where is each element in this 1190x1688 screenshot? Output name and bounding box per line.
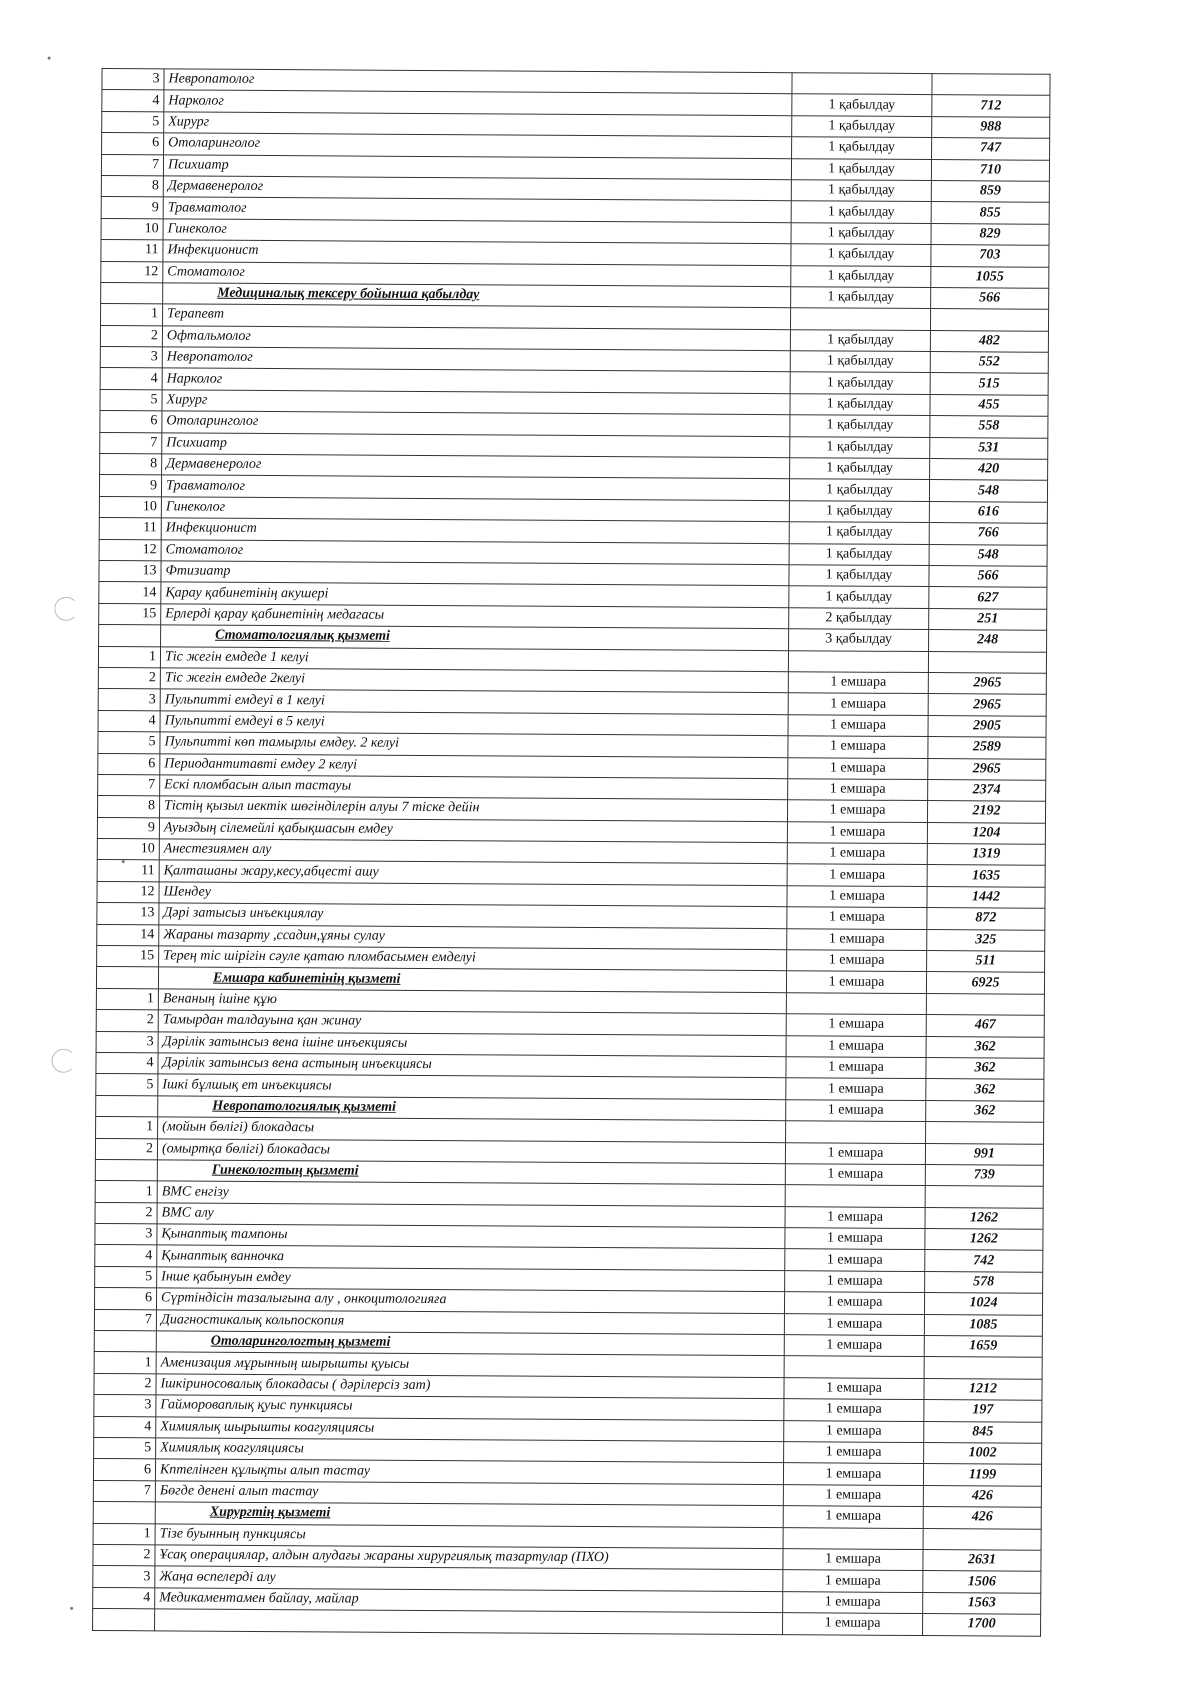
- unit-of-service: [790, 308, 930, 330]
- service-name: Аменизация мұрынның шырышты қуысы: [156, 1352, 784, 1377]
- row-number: 2: [93, 1544, 155, 1566]
- row-number: 2: [100, 325, 162, 347]
- row-number: 3: [102, 68, 164, 90]
- row-number: 6: [102, 133, 164, 155]
- unit-of-service: 1 емшара: [784, 1442, 924, 1464]
- unit-of-service: 1 қабылдау: [789, 522, 929, 544]
- service-name: Ішкі бұлшық ет инъекциясы: [158, 1074, 786, 1099]
- price-value: 988: [932, 116, 1050, 138]
- unit-of-service: 1 қабылдау: [789, 479, 929, 501]
- row-number: 4: [94, 1416, 156, 1438]
- service-name: Пульпитті көп тамырлы емдеу. 2 келуі: [160, 732, 788, 757]
- row-number: [96, 1095, 158, 1117]
- service-name: Нарколог: [162, 368, 790, 393]
- service-name: Сүртіндісін тазалығына алу , онкоцитологияға: [156, 1288, 784, 1313]
- service-name: Тіс жегін емдеде 2келуі: [160, 668, 788, 693]
- row-number: 8: [101, 175, 163, 197]
- price-value: 1085: [924, 1314, 1042, 1336]
- price-value: 703: [931, 245, 1049, 267]
- service-name: Медикаментамен байлау, майлар: [155, 1588, 783, 1613]
- price-value: 552: [930, 352, 1048, 374]
- price-value: 991: [925, 1143, 1043, 1165]
- unit-of-service: 1 емшара: [788, 757, 928, 779]
- price-value: 766: [929, 523, 1047, 545]
- row-number: 3: [93, 1566, 155, 1588]
- row-number: 7: [98, 774, 160, 796]
- service-name: Ішкіриносовалық блокадасы ( дәрілерсіз зат): [156, 1374, 784, 1399]
- row-number: 6: [100, 411, 162, 433]
- price-value: 1659: [924, 1336, 1042, 1358]
- price-value: [930, 309, 1048, 331]
- row-number: 11: [97, 860, 159, 882]
- unit-of-service: 1 емшара: [785, 1206, 925, 1228]
- price-value: 1212: [924, 1378, 1042, 1400]
- row-number: 11: [99, 518, 161, 540]
- service-name: Інше қабынуын емдеу: [157, 1267, 785, 1292]
- service-name: Травматолог: [163, 197, 791, 222]
- scan-speck: [48, 57, 51, 60]
- price-value: 548: [929, 544, 1047, 566]
- unit-of-service: 1 емшара: [787, 950, 927, 972]
- price-value: 2965: [928, 672, 1046, 694]
- price-value: [926, 1122, 1044, 1144]
- price-value: 616: [929, 501, 1047, 523]
- unit-of-service: [788, 650, 928, 672]
- price-value: [925, 1186, 1043, 1208]
- price-value: 1024: [924, 1293, 1042, 1315]
- price-value: 197: [924, 1400, 1042, 1422]
- unit-of-service: 1 емшара: [785, 1164, 925, 1186]
- row-number: 12: [99, 539, 161, 561]
- service-name: Фтизиатр: [161, 561, 789, 586]
- table-row: [93, 1609, 1041, 1636]
- unit-of-service: 1 емшара: [784, 1420, 924, 1442]
- price-value: [926, 993, 1044, 1015]
- service-name: Травматолог: [161, 475, 789, 500]
- unit-of-service: 1 емшара: [788, 672, 928, 694]
- row-number: [93, 1502, 155, 1524]
- unit-of-service: 1 емшара: [786, 1057, 926, 1079]
- price-value: 251: [929, 608, 1047, 630]
- unit-of-service: [785, 1185, 925, 1207]
- service-name: Нарколог: [164, 90, 792, 115]
- service-name: (омыртқа бөлігі) блокадасы: [157, 1138, 785, 1163]
- row-number: 3: [94, 1395, 156, 1417]
- price-value: 1700: [923, 1614, 1041, 1636]
- price-value: 1055: [931, 266, 1049, 288]
- row-number: 13: [97, 903, 159, 925]
- unit-of-service: 1 емшара: [783, 1570, 923, 1592]
- unit-of-service: [784, 1356, 924, 1378]
- price-value: 1442: [927, 886, 1045, 908]
- service-name: Дәрі затысыз инъекциялау: [159, 903, 787, 928]
- price-value: 362: [926, 1036, 1044, 1058]
- service-name: Ескі пломбасын алып тастауы: [160, 775, 788, 800]
- price-value: 362: [926, 1058, 1044, 1080]
- row-number: 5: [102, 111, 164, 133]
- price-value: [923, 1528, 1041, 1550]
- service-name: Гинеколог: [161, 497, 789, 522]
- unit-of-service: 1 емшара: [785, 1271, 925, 1293]
- unit-of-service: 1 емшара: [787, 864, 927, 886]
- service-name: Дәрілік затынсыз вена астының инъекциясы: [158, 1053, 786, 1078]
- row-number: [99, 625, 161, 647]
- row-number: 13: [99, 560, 161, 582]
- service-name: Невропатологиялық қызметі: [158, 1096, 786, 1121]
- service-name: Ерлерді қарау қабинетінің медагасы: [161, 604, 789, 629]
- unit-of-service: [783, 1527, 923, 1549]
- price-value: 1262: [925, 1229, 1043, 1251]
- row-number: 2: [96, 1010, 158, 1032]
- service-name: Терапевт: [163, 304, 791, 329]
- row-number: 3: [100, 347, 162, 369]
- price-value: 566: [931, 287, 1049, 309]
- price-value: 248: [929, 630, 1047, 652]
- service-name: [155, 1609, 783, 1634]
- price-list-table: [92, 68, 1051, 1636]
- row-number: [101, 282, 163, 304]
- unit-of-service: 1 емшара: [785, 1142, 925, 1164]
- unit-of-service: 1 қабылдау: [792, 94, 932, 116]
- price-value: 2965: [928, 694, 1046, 716]
- price-value: 1319: [927, 844, 1045, 866]
- service-name: Отоларинголог: [164, 133, 792, 158]
- service-name: Ұсақ операциялар, алдын алудағы жараны хирургиялық тазартулар (ПХО): [155, 1545, 783, 1570]
- service-name: Емшара кабинетінің қызметі: [158, 967, 786, 992]
- row-number: 15: [97, 945, 159, 967]
- row-number: 5: [100, 389, 162, 411]
- row-number: 1: [96, 1117, 158, 1139]
- service-name: ВМС енгізу: [157, 1181, 785, 1206]
- unit-of-service: 2 қабылдау: [789, 607, 929, 629]
- service-name: Тізе буынның пункциясы: [155, 1523, 783, 1548]
- unit-of-service: [786, 1121, 926, 1143]
- service-name: Пульпитті емдеуі в 1 келуі: [160, 689, 788, 714]
- price-value: 872: [927, 908, 1045, 930]
- row-number: 9: [99, 475, 161, 497]
- price-value: 742: [925, 1250, 1043, 1272]
- unit-of-service: 1 қабылдау: [791, 244, 931, 266]
- service-name: Тіс жегін емдеде 1 келуі: [160, 646, 788, 671]
- unit-of-service: 1 қабылдау: [790, 351, 930, 373]
- service-name: Тамырдан талдауына қан жинау: [158, 1010, 786, 1035]
- unit-of-service: 1 қабылдау: [791, 180, 931, 202]
- price-value: 747: [932, 138, 1050, 160]
- unit-of-service: 1 емшара: [788, 736, 928, 758]
- row-number: 7: [101, 154, 163, 176]
- price-value: 325: [927, 929, 1045, 951]
- row-number: 1: [93, 1523, 155, 1545]
- unit-of-service: 1 емшара: [784, 1292, 924, 1314]
- price-value: 558: [930, 416, 1048, 438]
- unit-of-service: 1 емшара: [783, 1506, 923, 1528]
- unit-of-service: [786, 992, 926, 1014]
- row-number: 4: [93, 1587, 155, 1609]
- row-number: 15: [99, 603, 161, 625]
- unit-of-service: 3 қабылдау: [789, 629, 929, 651]
- service-name: Гинеколог: [163, 219, 791, 244]
- service-name: Хирургтің қызметі: [155, 1502, 783, 1527]
- row-number: [96, 967, 158, 989]
- row-number: 14: [97, 924, 159, 946]
- row-number: 7: [94, 1309, 156, 1331]
- service-name: Инфекционист: [163, 240, 791, 265]
- price-value: 2192: [927, 801, 1045, 823]
- unit-of-service: 1 қабылдау: [790, 394, 930, 416]
- price-value: 482: [930, 330, 1048, 352]
- price-value: 859: [931, 181, 1049, 203]
- unit-of-service: 1 емшара: [786, 1014, 926, 1036]
- price-value: 1204: [927, 822, 1045, 844]
- service-name: Невропатолог: [162, 347, 790, 372]
- unit-of-service: 1 емшара: [783, 1591, 923, 1613]
- unit-of-service: 1 емшара: [784, 1399, 924, 1421]
- service-name: Офтальмолог: [162, 326, 790, 351]
- row-number: 8: [97, 796, 159, 818]
- unit-of-service: 1 қабылдау: [790, 458, 930, 480]
- row-number: 8: [100, 454, 162, 476]
- row-number: 4: [96, 1052, 158, 1074]
- row-number: [94, 1331, 156, 1353]
- row-number: 1: [94, 1352, 156, 1374]
- price-value: 426: [923, 1485, 1041, 1507]
- price-value: 1506: [923, 1571, 1041, 1593]
- row-number: 6: [98, 753, 160, 775]
- service-name: Дәрілік затынсыз вена ішіне инъекциясы: [158, 1031, 786, 1056]
- row-number: [95, 1159, 157, 1181]
- unit-of-service: 1 емшара: [786, 1078, 926, 1100]
- row-number: 4: [102, 90, 164, 112]
- unit-of-service: 1 қабылдау: [791, 265, 931, 287]
- unit-of-service: 1 қабылдау: [789, 565, 929, 587]
- price-value: 511: [927, 951, 1045, 973]
- unit-of-service: 1 емшара: [783, 1463, 923, 1485]
- row-number: 11: [101, 240, 163, 262]
- price-value: 2374: [928, 779, 1046, 801]
- service-name: Терең тіс шірігін сәуле қатаю пломбасымен емделуі: [159, 946, 787, 971]
- unit-of-service: 1 емшара: [783, 1484, 923, 1506]
- row-number: 1: [96, 988, 158, 1010]
- unit-of-service: 1 емшара: [787, 928, 927, 950]
- row-number: 1: [95, 1181, 157, 1203]
- price-value: [932, 74, 1050, 96]
- unit-of-service: 1 қабылдау: [792, 137, 932, 159]
- price-value: 467: [926, 1015, 1044, 1037]
- unit-of-service: 1 емшара: [783, 1549, 923, 1571]
- row-number: 5: [95, 1266, 157, 1288]
- unit-of-service: 1 емшара: [786, 1035, 926, 1057]
- row-number: 3: [95, 1224, 157, 1246]
- service-name: Медициналық тексеру бойынша қабылдау: [163, 283, 791, 308]
- row-number: 12: [101, 261, 163, 283]
- unit-of-service: 1 қабылдау: [791, 287, 931, 309]
- service-name: Бөгде денені алып тастау: [155, 1481, 783, 1506]
- unit-of-service: 1 емшара: [786, 1099, 926, 1121]
- service-name: Пульпитті емдеуі в 5 келуі: [160, 711, 788, 736]
- price-value: 2589: [928, 737, 1046, 759]
- row-number: 2: [95, 1202, 157, 1224]
- row-number: 2: [94, 1373, 156, 1395]
- service-name: Венаның ішіне құю: [158, 989, 786, 1014]
- unit-of-service: 1 емшара: [784, 1313, 924, 1335]
- price-list-body: [93, 68, 1051, 1635]
- price-value: 1635: [927, 865, 1045, 887]
- service-name: Анестезиямен алу: [159, 839, 787, 864]
- unit-of-service: 1 қабылдау: [790, 329, 930, 351]
- service-name: Дермавенеролог: [163, 176, 791, 201]
- price-value: 739: [925, 1164, 1043, 1186]
- unit-of-service: 1 емшара: [788, 779, 928, 801]
- service-name: Гинекологтың қызметі: [157, 1160, 785, 1185]
- service-name: Стоматолог: [161, 539, 789, 564]
- unit-of-service: 1 қабылдау: [791, 222, 931, 244]
- row-number: 9: [101, 197, 163, 219]
- unit-of-service: 1 емшара: [787, 907, 927, 929]
- price-value: 362: [926, 1079, 1044, 1101]
- service-name: Жаңа өспелерді алу: [155, 1566, 783, 1591]
- row-number: 12: [97, 881, 159, 903]
- price-value: 845: [924, 1421, 1042, 1443]
- punch-hole: [54, 597, 78, 621]
- service-name: Психиатр: [162, 433, 790, 458]
- price-value: 1199: [923, 1464, 1041, 1486]
- unit-of-service: 1 емшара: [788, 714, 928, 736]
- row-number: 4: [100, 368, 162, 390]
- punch-hole: [51, 1049, 75, 1073]
- service-name: Диагностикалық кольпоскопия: [156, 1310, 784, 1335]
- row-number: 1: [101, 304, 163, 326]
- service-name: (мойын бөлігі) блокадасы: [158, 1117, 786, 1142]
- price-value: 627: [929, 587, 1047, 609]
- price-value: 1563: [923, 1592, 1041, 1614]
- price-value: 426: [923, 1507, 1041, 1529]
- service-name: Периодантитавті емдеу 2 келуі: [160, 753, 788, 778]
- service-name: Инфекционист: [161, 518, 789, 543]
- service-name: Жараны тазарту ,ссадин,ұяны сулау: [159, 924, 787, 949]
- unit-of-service: 1 қабылдау: [790, 415, 930, 437]
- unit-of-service: 1 емшара: [784, 1335, 924, 1357]
- price-value: 712: [932, 95, 1050, 117]
- row-number: 4: [98, 710, 160, 732]
- row-number: 2: [98, 667, 160, 689]
- row-number: 10: [97, 839, 159, 861]
- unit-of-service: 1 емшара: [784, 1378, 924, 1400]
- price-value: 829: [931, 223, 1049, 245]
- row-number: 14: [99, 582, 161, 604]
- service-name: Хирург: [164, 112, 792, 137]
- row-number: 9: [97, 817, 159, 839]
- price-value: 515: [930, 373, 1048, 395]
- unit-of-service: 1 емшара: [786, 971, 926, 993]
- service-name: Стоматологиялық қызметі: [161, 625, 789, 650]
- unit-of-service: 1 емшара: [787, 843, 927, 865]
- unit-of-service: 1 қабылдау: [792, 115, 932, 137]
- service-name: Шендеу: [159, 882, 787, 907]
- unit-of-service: 1 емшара: [785, 1228, 925, 1250]
- scan-speck: [70, 1607, 73, 1610]
- unit-of-service: 1 емшара: [783, 1613, 923, 1635]
- service-name: Невропатолог: [164, 69, 792, 94]
- unit-of-service: 1 қабылдау: [791, 201, 931, 223]
- unit-of-service: 1 емшара: [787, 821, 927, 843]
- price-value: 1262: [925, 1207, 1043, 1229]
- row-number: 1: [98, 646, 160, 668]
- price-value: 548: [929, 480, 1047, 502]
- service-name: Химиялық коагуляциясы: [156, 1438, 784, 1463]
- row-number: 3: [96, 1031, 158, 1053]
- price-value: [924, 1357, 1042, 1379]
- price-value: 578: [925, 1271, 1043, 1293]
- row-number: 5: [94, 1437, 156, 1459]
- unit-of-service: 1 емшара: [788, 693, 928, 715]
- unit-of-service: 1 емшара: [785, 1249, 925, 1271]
- unit-of-service: 1 қабылдау: [791, 158, 931, 180]
- price-value: 6925: [926, 972, 1044, 994]
- unit-of-service: [792, 73, 932, 95]
- price-value: 2905: [928, 715, 1046, 737]
- service-name: Қарау қабинетінің акушері: [161, 582, 789, 607]
- price-value: 1002: [924, 1443, 1042, 1465]
- row-number: 2: [95, 1138, 157, 1160]
- service-name: Стоматолог: [163, 261, 791, 286]
- price-value: [928, 651, 1046, 673]
- price-value: 531: [930, 437, 1048, 459]
- unit-of-service: 1 қабылдау: [789, 501, 929, 523]
- service-name: Отоларинголог: [162, 411, 790, 436]
- service-name: Отоларингологтың қызметі: [156, 1331, 784, 1356]
- row-number: 6: [94, 1288, 156, 1310]
- service-name: Хирург: [162, 390, 790, 415]
- service-name: Тістің қызыл иектік шөгінділерін алуы 7 тіске дейін: [159, 796, 787, 821]
- service-name: Ауыздың сілемейлі қабықшасын емдеу: [159, 818, 787, 843]
- service-name: Қынаптық ванночка: [157, 1245, 785, 1270]
- row-number: 7: [100, 432, 162, 454]
- row-number: 3: [98, 689, 160, 711]
- price-value: 566: [929, 566, 1047, 588]
- row-number: 5: [96, 1074, 158, 1096]
- row-number: 5: [98, 732, 160, 754]
- unit-of-service: 1 қабылдау: [789, 586, 929, 608]
- service-name: Қынаптық тампоны: [157, 1224, 785, 1249]
- price-value: 420: [930, 459, 1048, 481]
- service-name: Химиялық шырышты коагуляциясы: [156, 1416, 784, 1441]
- row-number: 10: [101, 218, 163, 240]
- price-value: 2965: [928, 758, 1046, 780]
- unit-of-service: 1 қабылдау: [790, 436, 930, 458]
- row-number: [93, 1609, 155, 1631]
- price-value: 710: [931, 159, 1049, 181]
- service-name: Психиатр: [163, 154, 791, 179]
- row-number: 10: [99, 496, 161, 518]
- unit-of-service: 1 қабылдау: [790, 372, 930, 394]
- row-number: 7: [93, 1480, 155, 1502]
- service-name: Дермавенеролог: [162, 454, 790, 479]
- service-name: Гаймороваплық қуыс пункциясы: [156, 1395, 784, 1420]
- service-name: Қалташаны жару,кесу,абцесті ашу: [159, 860, 787, 885]
- unit-of-service: 1 емшара: [787, 886, 927, 908]
- unit-of-service: 1 емшара: [787, 800, 927, 822]
- service-name: Кптелінген құлықты алып тастау: [155, 1459, 783, 1484]
- row-number: 6: [93, 1459, 155, 1481]
- price-value: 455: [930, 394, 1048, 416]
- price-value: 2631: [923, 1549, 1041, 1571]
- price-value: 855: [931, 202, 1049, 224]
- service-name: ВМС алу: [157, 1203, 785, 1228]
- row-number: 4: [95, 1245, 157, 1267]
- price-value: 362: [926, 1100, 1044, 1122]
- unit-of-service: 1 қабылдау: [789, 543, 929, 565]
